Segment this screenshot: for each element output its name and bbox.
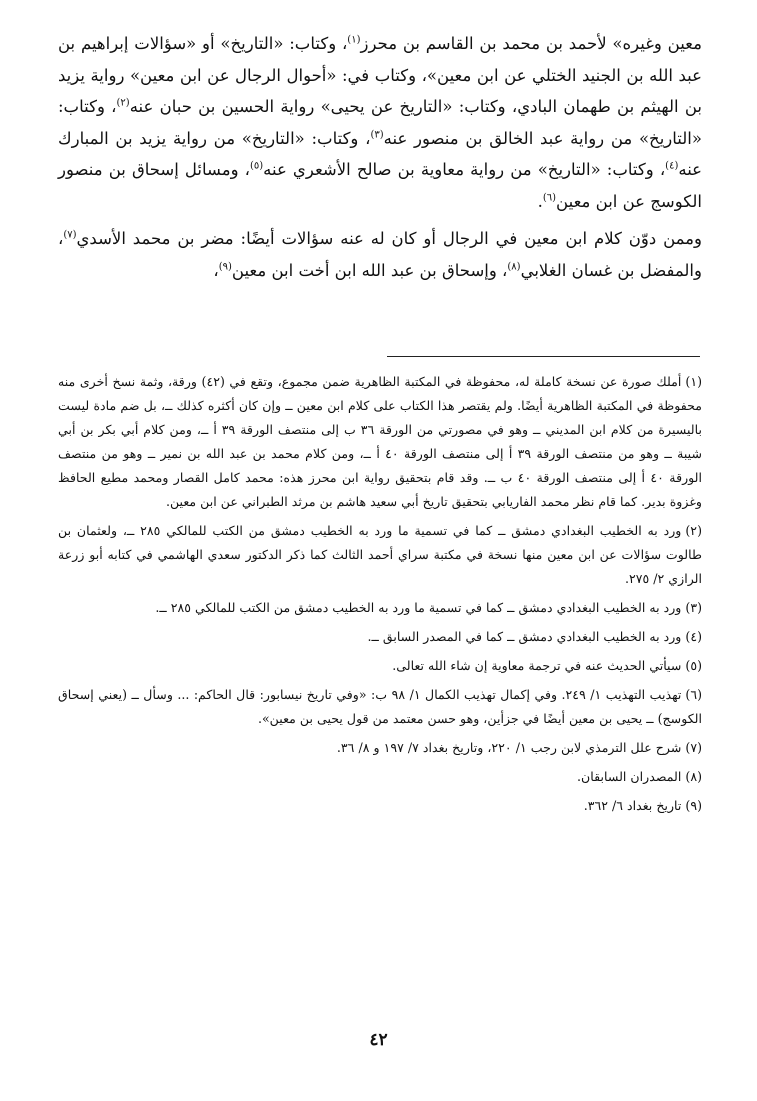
footnote-ref: (٦) bbox=[542, 192, 557, 203]
footnote-4: (٤)ورد به الخطيب البغدادي دمشق ــ كما في المصدر السابق ــ. bbox=[367, 629, 702, 644]
footnote-3: (٣)ورد به الخطيب البغدادي دمشق ــ كما في تسمية ما ورد به الخطيب دمشق من الكتب للمالكي ٢٨٥ ــ. bbox=[155, 600, 702, 615]
footnote-separator bbox=[387, 356, 700, 357]
footnote-ref: (٧) bbox=[63, 229, 77, 241]
footnote-9: (٩)تاريخ بغداد ٦/ ٣٦٢. bbox=[583, 798, 702, 813]
page-number: ٤٢ bbox=[369, 1030, 388, 1050]
footnote-1: (١)أملك صورة عن نسخة كاملة له، محفوظة في المكتبة الظاهرية ضمن مجموع، وتقع في (٤٢) ورقة، وثمة نسخ أخرى منه محفوظة في المكتبة الظاهرية أيضًا. ولم يقتصر هذا الكتاب على كلام ابن معين ــ وإن كان أكثره كذلك ــ، بل ضم مادة ليست باليسيرة من كلام ابن المديني ــ وهو في مصورتي من الورقة ٣٦ ب إلى منتصف الورقة ٣٩ أ ــ، ومن كلام أبي بكر بن أبي شيبة ــ وهو من منتصف الورقة ٣٩ أ إلى منتصف الورقة ٤٠ أ ــ، ومن كلام محمد بن عبد الله بن نمير ــ وهو من منتصف الورقة ٤٠ أ إلى منتصف الورقة ٤٠ ب ــ. وقد قام بتحقيق رواية ابن محرز هذه: محمد كامل القصار ومحمد مطيع الحافظ وغزوة بدير. كما قام نظر محمد الفاريابي بتحقيق تاريخ أبي سعيد هاشم بن مرثد الطبراني عن ابن معين. bbox=[58, 374, 703, 509]
footnote-ref: (٣) bbox=[370, 129, 384, 140]
main-text bbox=[58, 28, 702, 286]
footnote-5: (٥)سيأتي الحديث عنه في ترجمة معاوية إن شاء الله تعالى. bbox=[392, 658, 702, 673]
footnote-8: (٨)المصدران السابقان. bbox=[577, 769, 702, 784]
footnote-ref: (١) bbox=[347, 34, 361, 46]
footnote-ref: (٢) bbox=[116, 97, 130, 109]
footnote-6: (٦)تهذيب التهذيب ١/ ٢٤٩. وفي إكمال تهذيب الكمال ١/ ٩٨ ب: «وفي تاريخ نيسابور: قال الحاكم: ... وسأل ــ (يعني إسحاق الكوسج) ــ يحيى بن معين أيضًا في جزأين، وهو حسن معتمد من قول يحيى بن معين». bbox=[58, 687, 703, 726]
footnote-ref: (٥) bbox=[249, 160, 264, 172]
footnote-2: (٢)ورد به الخطيب البغدادي دمشق ــ كما في تسمية ما ورد به الخطيب دمشق من الكتب للمالكي ٢٨٥ ــ، ولعثمان بن طالوت سؤالات عن ابن معين منها نسخة في مكتبة سراي أحمد الثالث كما ذكر الدكتور سعدي الهاشمي في كتابه أبو زرعة الرازي ٢/ ٢٧٥. bbox=[58, 523, 702, 586]
paragraph-1: معين وغيره» لأحمد بن محمد بن القاسم بن محرز$^{(١)}$، وكتاب: «التاريخ» أو «سؤالات إبراهيم بن عبد الله بن الجنيد الختلي عن ابن معين»، وكتاب في: «أحوال الرجال عن ابن معين» رواية يزيد بن الهيثم بن طهمان البادي، وكتاب: «التاريخ عن يحيى» رواية الحسين بن حبان عنه$^{(٢)}$، وكتاب: «التاريخ» من رواية عبد الخالق بن منصور عنه$^{(٣)}$، وكتاب: «التاريخ» من رواية يزيد بن المبارك عنه$^{(٤)}$، وكتاب: «التاريخ» من رواية معاوية بن صالح الأشعري عنه$^{(٥)}$، ومسائل إسحاق بن منصور الكوسج عن ابن معين$^{(٦)}$. bbox=[58, 34, 703, 211]
footnote-ref: (٤) bbox=[665, 160, 679, 172]
footnote-ref: (٩) bbox=[218, 261, 232, 272]
footnote-7: (٧)شرح علل الترمذي لابن رجب ١/ ٢٢٠، وتاريخ بغداد ٧/ ١٩٧ و ٨/ ٣٦. bbox=[336, 740, 702, 755]
footnotes bbox=[58, 370, 702, 823]
footnote-ref: (٨) bbox=[507, 261, 521, 272]
paragraph-2: وممن دوّن كلام ابن معين في الرجال أو كان له عنه سؤالات أيضًا: مضر بن محمد الأسدي$^{(٧)}$، والمفضل بن غسان الغلابي$^{(٨)}$، وإسحاق بن عبد الله ابن أخت ابن معين$^{(٩)}$، bbox=[58, 229, 702, 280]
